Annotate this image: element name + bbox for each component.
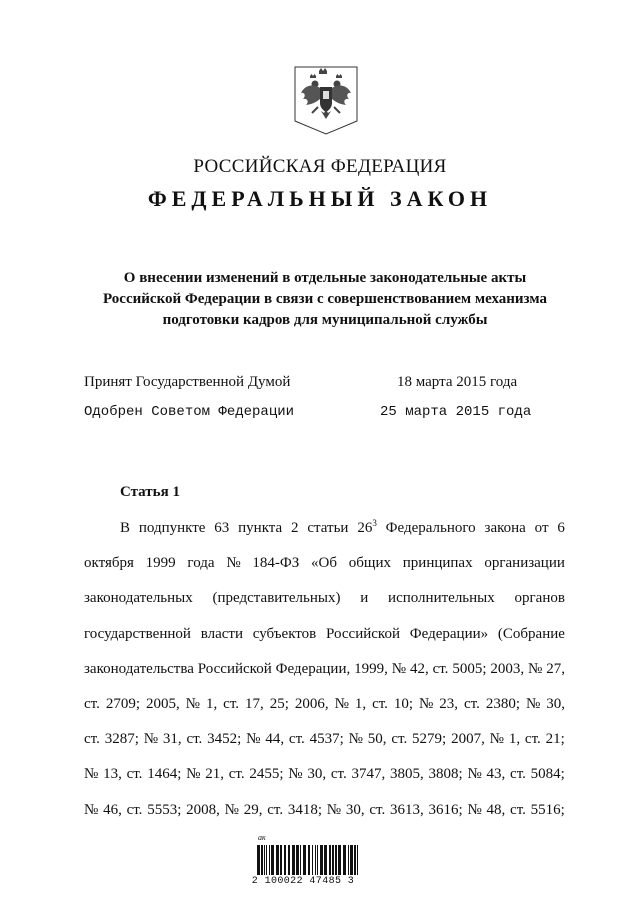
article-word: 27, [546,660,565,677]
article-word: организации [484,555,565,572]
law-title [60,268,590,331]
article-word: органов [514,590,565,607]
article-word: № [185,696,200,713]
article-word: № [246,731,261,748]
article-word: № [326,801,342,818]
barcode-bar [338,845,341,875]
article-word: ст. [464,696,480,713]
article-word: Российской [326,625,400,642]
article-word: № [143,731,159,748]
article-word: закона [484,520,526,536]
article-word: № [84,766,99,783]
article-word: № [467,801,482,818]
barcode [256,845,360,875]
barcode-bar [329,845,331,875]
article-word: ст. [524,731,541,748]
article-word: 1, [354,696,367,713]
article-word: законодательных [84,590,193,607]
article-word: 2003, [490,660,525,677]
article-line [84,511,565,546]
barcode-bar [303,845,306,875]
article-word: субъектов [252,625,317,642]
article-word: от [534,520,549,536]
barcode-bar [276,845,279,875]
article-word: ст. [186,731,203,748]
barcode-bar [269,845,270,875]
article-reference-number: 26 [357,520,373,536]
article-word: 50, [367,731,387,748]
article-reference [357,511,377,546]
article-line [84,617,565,652]
article-line [84,652,565,687]
barcode-bar [357,845,358,875]
article-word: 30, [345,801,365,818]
article-word: 30, [307,766,327,783]
article-word: 42, [409,660,429,677]
article-word: «Об [311,555,338,572]
article-word: государственной [84,625,191,642]
article-word: № [186,766,201,783]
article-word: ст. [369,801,386,818]
council-approval-label: Одобрен Советом Федерации [84,404,295,420]
article-word: (Собрание [497,625,565,642]
article-word: 23, [439,696,459,713]
article-word: (представительных) [212,590,341,607]
article-word: В [120,520,131,536]
article-word: 2006, [294,696,329,713]
article-word: № [528,660,543,677]
article-word: 21; [545,731,565,748]
article-word: общих [348,555,391,572]
article-line [84,546,565,581]
barcode-bar [271,845,274,875]
article-word: 3805, [390,766,424,783]
article-word: 2005, [145,696,180,713]
article-word: 2008, [186,801,220,818]
article-word: ст. [510,801,526,818]
article-word: № [467,766,482,783]
council-approval-date: 25 марта 2015 года [380,404,532,420]
barcode-bar [324,845,327,875]
article-word: 3616; [428,801,463,818]
article-word: принципах [402,555,473,572]
stamp-mark: ак [258,833,266,842]
barcode-bar [284,845,286,875]
article-word: 29, [243,801,263,818]
article-word: Федерации» [409,625,489,642]
article-word: 5279; [412,731,447,748]
coat-of-arms-icon [291,63,361,137]
article-word: 4537; [309,731,344,748]
article-word: Российской [197,660,272,677]
article-word: исполнительных [388,590,495,607]
article-word: октября [84,555,134,572]
article-word: ст. [228,766,245,783]
duma-adoption-date: 18 марта 2015 года [397,374,518,390]
article-word: и [360,590,369,607]
article-word: 184-ФЗ [252,555,300,572]
article-word: 3418; [287,801,323,818]
article-word: 31, [162,731,182,748]
barcode-bar [354,845,356,875]
article-body [84,511,565,828]
article-word: 2380; [485,696,520,713]
document-type: ФЕДЕРАЛЬНЫЙ ЗАКОН [147,186,493,211]
article-line [84,793,565,828]
article-reference-superscript: 3 [372,518,377,528]
article-word: ст. [432,660,449,677]
article-word: ст. [391,731,408,748]
article-line [84,722,565,757]
article-word: 6 [557,520,565,536]
article-heading: Статья 1 [120,484,180,500]
article-word: № [525,696,541,713]
article-word: ст. [267,801,284,818]
article-word: 1, [205,696,218,713]
article-word: ст. [84,696,100,713]
article-word: 5553; [147,801,182,818]
article-word: ст. [510,766,526,783]
article-word: 2 [291,520,299,536]
article-word: 2007, [451,731,485,748]
article-word: 1999, [354,660,388,677]
article-word: № [348,731,363,748]
article-word: № [419,696,434,713]
article-word: 3452; [207,731,242,748]
barcode-bar [320,845,323,875]
article-word: № [224,801,239,818]
article-word: статьи [307,520,349,536]
barcode-bar [315,845,316,875]
article-word: 44, [265,731,285,748]
article-word: Федерального [385,520,476,536]
article-word: Федерации, [275,660,351,677]
country-name: РОССИЙСКАЯ ФЕДЕРАЦИЯ [193,156,447,177]
barcode-bar [300,845,301,875]
article-word: власти [200,625,243,642]
article-word: № [84,801,99,818]
article-word: 3613, [390,801,424,818]
article-word: 2709; [105,696,140,713]
barcode-bar [350,845,353,875]
article-word: ст. [372,696,388,713]
law-title-line: О внесении изменений в отдельные законодательные акты [123,270,527,286]
article-word: ст. [84,731,100,748]
article-word: 1464; [147,766,182,783]
article-word: подпункте [138,520,206,536]
article-word: № [334,696,349,713]
barcode-bar [348,845,349,875]
article-word: № [226,555,241,572]
article-word: 3808; [428,766,463,783]
article-line [84,581,565,616]
article-word: ст. [126,801,143,818]
barcode-bar [292,845,295,875]
article-word: 3287; [104,731,139,748]
barcode-bar [261,845,263,875]
article-word: законодательства [84,660,194,677]
barcode-bar [257,845,260,875]
article-word: № [489,731,504,748]
article-word: 5516; [530,801,565,818]
article-word: 1, [508,731,521,748]
law-title-line: Российской Федерации в связи с совершенствованием механизма [103,291,547,307]
barcode-bar [312,845,313,875]
article-word: года [187,555,215,572]
article-word: № [391,660,407,677]
article-word: 1999 [145,555,176,572]
article-word: 30, [546,696,565,713]
barcode-number: 2 100022 47485 3 [251,876,355,887]
article-word: 46, [103,801,122,818]
barcode-bar [308,845,310,875]
article-word: 5005; [452,660,487,677]
duma-adoption-label: Принят Государственной Думой [84,374,291,390]
article-word: 17, [244,696,264,713]
article-word: 43, [486,766,506,783]
article-word: № [288,766,303,783]
barcode-bar [343,845,346,875]
article-line [84,687,565,722]
article-word: 25; [269,696,289,713]
article-word: 13, [103,766,122,783]
article-line [84,757,565,792]
barcode-bar [317,845,318,875]
barcode-bar [266,845,267,875]
barcode-bar [335,845,337,875]
barcode-bar [296,845,299,875]
barcode-bar [280,845,282,875]
article-word: ст. [288,731,305,748]
barcode-bar [332,845,334,875]
barcode-bar [288,845,290,875]
article-word: 3747, [351,766,386,783]
barcode-bar [264,845,265,875]
article-word: 63 [214,520,230,536]
article-word: пункта [238,520,283,536]
law-title-line: подготовки кадров для муниципальной службы [162,312,488,328]
article-word: 5084; [530,766,565,783]
article-word: 10; [393,696,414,713]
article-word: ст. [126,766,143,783]
article-word: 48, [486,801,506,818]
article-word: 21, [205,766,224,783]
article-word: ст. [330,766,347,783]
article-word: 2455; [249,766,284,783]
article-word: ст. [223,696,240,713]
